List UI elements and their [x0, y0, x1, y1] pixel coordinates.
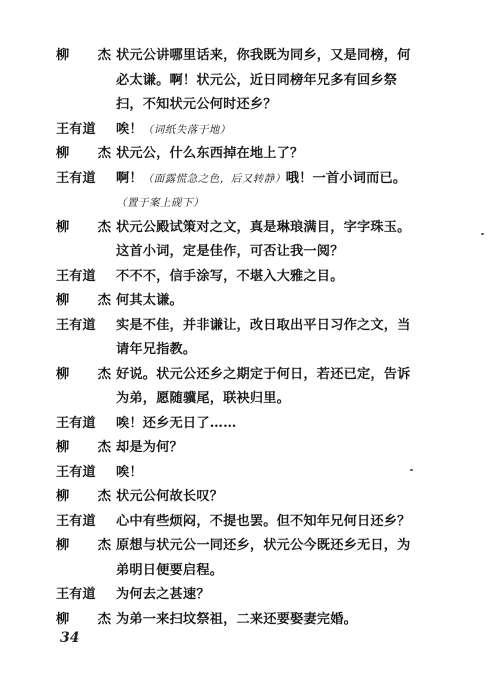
dialogue-text: 这首小词，定是佳作，可否让我一阅？: [116, 244, 344, 259]
dialogue-text: 好说。状元公还乡之期定于何日，若还已定，告诉: [116, 366, 411, 382]
speaker-name: 王有道: [56, 317, 96, 333]
dialogue-line: [116, 191, 446, 216]
dialogue-line: [116, 142, 446, 167]
dialogue-entry: [56, 534, 446, 583]
speaker-name: 柳 杰: [56, 538, 123, 553]
dialogue-line: [116, 436, 446, 461]
speaker-name: 王有道: [56, 170, 96, 186]
stage-direction: （置于案上砚下）: [116, 197, 204, 209]
dialogue-text: 唉！: [116, 121, 143, 137]
dialogue-entry: [56, 510, 446, 535]
dialogue-entry: [56, 461, 446, 486]
speaker-name: 柳 杰: [56, 366, 123, 382]
dialogue-text: 不不不，信手涂写，不堪入大雅之目。: [116, 268, 344, 284]
play-script: [56, 44, 446, 632]
dialogue-text: 为弟，愿随骥尾，联袂归里。: [116, 391, 291, 406]
speaker-name: 柳 杰: [56, 146, 123, 161]
dialogue-text: 扫，不知状元公何时还乡？: [116, 97, 277, 112]
speaker-name: 柳 杰: [56, 489, 123, 504]
dialogue-text: 原想与状元公一同还乡，状元公今既还乡无日，为: [116, 538, 411, 553]
page-number: 34: [60, 630, 80, 646]
dialogue-text: 为弟一来扫坟祭祖，二来还要娶妻完婚。: [116, 611, 357, 627]
dialogue-entry: [56, 44, 446, 118]
dialogue-text: 唉！: [116, 464, 143, 480]
speaker-name: 柳 杰: [56, 440, 123, 455]
dialogue-line: [116, 314, 446, 339]
dialogue-line: [116, 510, 446, 535]
dialogue-text: 哦！一首小词而已。: [285, 170, 407, 186]
dialogue-entry: [56, 289, 446, 314]
dialogue-line: [116, 559, 446, 584]
dialogue-line: [116, 118, 446, 143]
dialogue-line: [116, 363, 446, 388]
dialogue-line: [116, 216, 446, 241]
speaker-name: 柳 杰: [56, 48, 123, 63]
dialogue-line: [116, 167, 446, 192]
dialogue-entry: [56, 142, 446, 167]
dialogue-text: 状元公殿试策对之文，真是琳琅满目，字字珠玉。: [116, 219, 411, 235]
dialogue-entry: [56, 118, 446, 143]
speaker-name: 王有道: [56, 415, 96, 431]
dialogue-text: 状元公何故长叹？: [116, 489, 224, 504]
dialogue-entry: [56, 583, 446, 608]
dialogue-text: 弟明日便要启程。: [116, 562, 224, 578]
speaker-name: 王有道: [56, 268, 96, 284]
dialogue-line: [116, 240, 446, 265]
dialogue-entry: [56, 412, 446, 437]
dialogue-text: 状元公讲哪里话来，你我既为同乡，又是同榜，何: [116, 48, 411, 63]
speaker-name: 柳 杰: [56, 293, 123, 308]
dialogue-entry: [56, 167, 446, 216]
dialogue-text: 啊！: [116, 170, 143, 186]
speaker-name: 柳 杰: [56, 611, 123, 627]
dialogue-line: [116, 93, 446, 118]
dialogue-entry: [56, 216, 446, 265]
dialogue-line: [116, 583, 446, 608]
dialogue-text: 请年兄指教。: [116, 342, 197, 357]
dialogue-line: [116, 534, 446, 559]
stage-direction: （词纸失落于地）: [142, 123, 231, 136]
dialogue-line: [116, 485, 446, 510]
dialogue-entry: [56, 363, 446, 412]
stage-direction: （面露慌急之色，后又转静）: [142, 172, 286, 185]
dialogue-entry: [56, 314, 446, 363]
dialogue-line: [116, 338, 446, 363]
dialogue-text: 却是为何？: [116, 440, 183, 455]
speaker-name: 王有道: [56, 464, 96, 480]
speaker-name: 王有道: [56, 513, 96, 529]
dialogue-line: [116, 289, 446, 314]
dialogue-line: [116, 44, 446, 69]
dialogue-line: [116, 608, 446, 633]
print-speck: [410, 469, 413, 471]
dialogue-line: [116, 412, 446, 437]
dialogue-text: 为何去之甚速？: [116, 587, 210, 602]
print-speck: [481, 233, 484, 235]
dialogue-entry: [56, 265, 446, 290]
speaker-name: 王有道: [56, 121, 96, 137]
dialogue-entry: [56, 485, 446, 510]
speaker-name: 王有道: [56, 587, 96, 602]
dialogue-line: [116, 461, 446, 486]
dialogue-text: 必太谦。啊！状元公，近日同榜年兄多有回乡祭: [116, 72, 398, 88]
dialogue-text: 何其太谦。: [116, 293, 183, 308]
dialogue-text: 心中有些烦闷，不提也罢。但不知年兄何日还乡？: [116, 513, 411, 529]
speaker-name: 柳 杰: [56, 219, 123, 235]
dialogue-line: [116, 265, 446, 290]
dialogue-text: 状元公，什么东西掉在地上了？: [116, 146, 304, 161]
dialogue-text: 实是不佳，并非谦让，改日取出平日习作之文，当: [116, 317, 411, 333]
dialogue-entry: [56, 436, 446, 461]
dialogue-text: 唉！还乡无日了……: [116, 415, 237, 431]
dialogue-entry: [56, 608, 446, 633]
dialogue-line: [116, 69, 446, 94]
dialogue-line: [116, 387, 446, 412]
